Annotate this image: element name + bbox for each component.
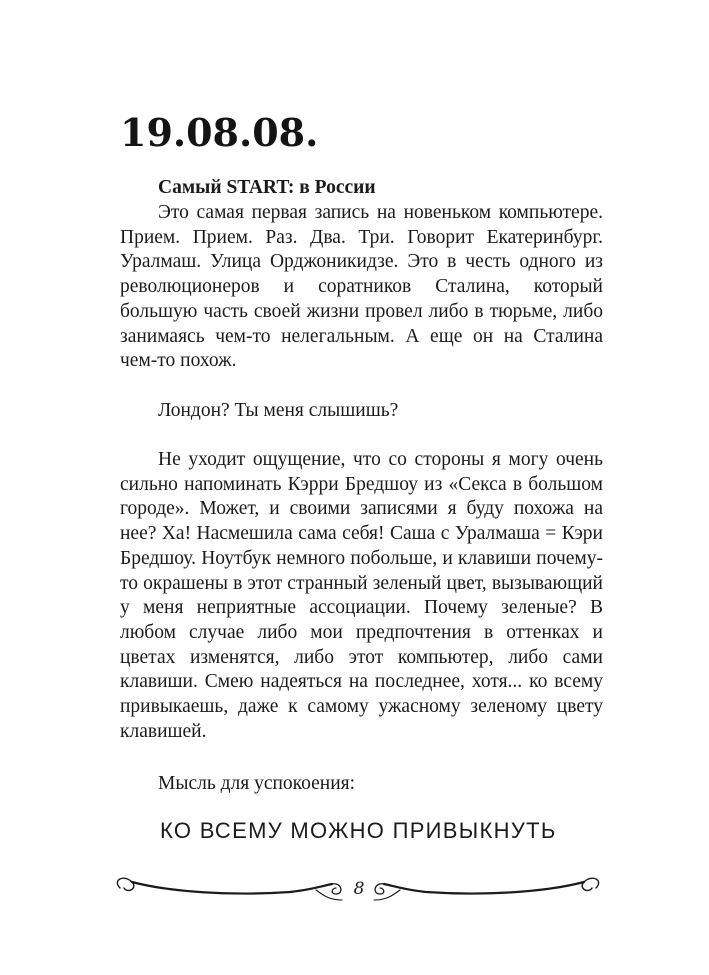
entry-heading: Самый START: в России — [158, 177, 376, 198]
paragraph-4: Мысль для успокоения: — [158, 773, 356, 794]
page-footer — [110, 870, 606, 910]
paragraph-1: Это самая первая запись на новеньком компьютере. Прием. Прием. Раз. Два. Три. Говорит Екатеринбург. Уралмаш. Улица Орджоникидзе. Это в честь одного из революционеров и соратников Сталина, который большую часть своей жизни провел либо в тюрьме, либо занимаясь чем-то нелегальным. А еще он на Сталина чем-то похож. — [120, 202, 603, 372]
entry-date: 19.08.08. — [120, 110, 319, 155]
paragraph-3: Не уходит ощущение, что со стороны я могу очень сильно напоминать Кэрри Бредшоу из «Секса в большом городе». Может, и своими записями я буду похожа на нее? Ха! Насмешила сама себя! Саша с Уралмаша = Кэри Бредшоу. Ноутбук немного побольше, и клавиши почему-то окрашены в этот странный зеленый цвет, вызывающий у меня неприятные ассоциации. Почему зеленые? В любом случае либо мои предпочтения в оттенках и цветах изменятся, либо этот компьютер, либо сами клавиши. Смею надеяться на последнее, хотя... ко всему привыкаешь, даже к самому ужасному зеленому цвету клавишей. — [120, 449, 603, 742]
motto: КО ВСЕМУ МОЖНО ПРИВЫКНУТЬ — [160, 818, 557, 843]
paragraph-2: Лондон? Ты меня слышишь? — [158, 400, 399, 421]
page-number: 8 — [353, 879, 365, 899]
